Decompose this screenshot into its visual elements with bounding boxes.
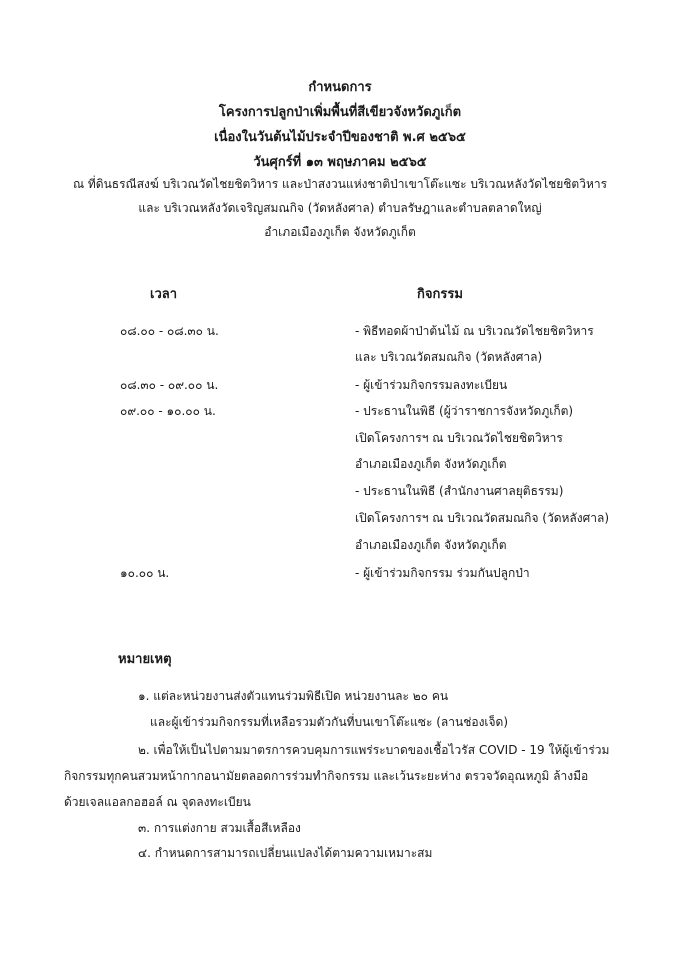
occasion-line: เนื่องในวันต้นไม้ประจำปีของชาติ พ.ศ ๒๕๖๕ <box>214 130 466 145</box>
venue-line-3: อำเภอเมืองภูเก็ต จังหวัดภูเก็ต <box>264 225 416 239</box>
note-line: ด้วยเจลแอลกอฮอล์ ณ จุดลงทะเบียน <box>64 795 251 809</box>
note-line: กิจกรรมทุกคนสวมหน้ากากอนามัยตลอดการร่วมทำกิจกรรม และเว้นระยะห่าง ตรวจวัดอุณหภูมิ ล้างมือ <box>64 769 589 783</box>
note-line: ๒. เพื่อให้เป็นไปตามมาตรการควบคุมการแพร่ระบาดของเชื้อไวรัส COVID - 19 ให้ผู้เข้าร่วม <box>138 743 610 757</box>
venue-line-2: และ บริเวณหลังวัดเจริญสมณกิจ (วัดหลังศาล) ตำบลรัษฎาและตำบลตลาดใหญ่ <box>138 201 542 215</box>
note-line: ๓. การแต่งกาย สวมเสื้อสีเหลือง <box>138 821 301 835</box>
column-header-time: เวลา <box>150 287 178 302</box>
schedule-activity: - พิธีทอดผ้าป่าต้นไม้ ณ บริเวณวัดไชยชิตวิหาร <box>355 324 594 338</box>
schedule-activity: - ผู้เข้าร่วมกิจกรรม ร่วมกันปลูกป่า <box>355 566 530 580</box>
note-line: และผู้เข้าร่วมกิจกรรมที่เหลือรวมตัวกันที่บนเขาโต๊ะแซะ (ลานช่องเจ็ด) <box>150 715 509 729</box>
schedule-time: ๑๐.๐๐ น. <box>120 566 170 580</box>
project-name: โครงการปลูกป่าเพิ่มพื้นที่สีเขียวจังหวัดภูเก็ต <box>218 105 462 120</box>
notes-heading: หมายเหตุ <box>118 652 172 667</box>
venue-line-1: ณ ที่ดินธรณีสงฆ์ บริเวณวัดไชยชิตวิหาร และป่าสงวนแห่งชาติป่าเขาโต๊ะแซะ บริเวณหลังวัดไชยชิตวิหาร <box>72 177 608 191</box>
schedule-activity: อำเภอเมืองภูเก็ต จังหวัดภูเก็ต <box>355 538 507 552</box>
schedule-activity: เปิดโครงการฯ ณ บริเวณวัดสมณกิจ (วัดหลังศาล) <box>355 511 610 525</box>
document-title: กำหนดการ <box>308 80 372 95</box>
column-header-activity: กิจกรรม <box>417 287 463 302</box>
schedule-time: ๐๙.๐๐ - ๑๐.๐๐ น. <box>120 404 216 418</box>
note-line: ๔. กำหนดการสามารถเปลี่ยนแปลงได้ตามความเหมาะสม <box>138 846 433 860</box>
schedule-activity: อำเภอเมืองภูเก็ต จังหวัดภูเก็ต <box>355 457 507 471</box>
schedule-time: ๐๘.๓๐ - ๐๙.๐๐ น. <box>120 378 219 392</box>
note-line: ๑. แต่ละหน่วยงานส่งตัวแทนร่วมพิธีเปิด หน่วยงานละ ๒๐ คน <box>138 689 449 703</box>
schedule-activity: - ผู้เข้าร่วมกิจกรรมลงทะเบียน <box>355 378 508 392</box>
schedule-time: ๐๘.๐๐ - ๐๘.๓๐ น. <box>120 324 219 338</box>
schedule-activity: เปิดโครงการฯ ณ บริเวณวัดไชยชิตวิหาร <box>355 431 563 445</box>
schedule-activity: - ประธานในพิธี (ผู้ว่าราชการจังหวัดภูเก็ต) <box>355 404 574 418</box>
schedule-activity: และ บริเวณวัดสมณกิจ (วัดหลังศาล) <box>355 350 543 364</box>
event-date: วันศุกร์ที่ ๑๓ พฤษภาคม ๒๕๖๕ <box>253 155 427 170</box>
schedule-activity: - ประธานในพิธี (สำนักงานศาลยุติธรรม) <box>355 484 564 498</box>
